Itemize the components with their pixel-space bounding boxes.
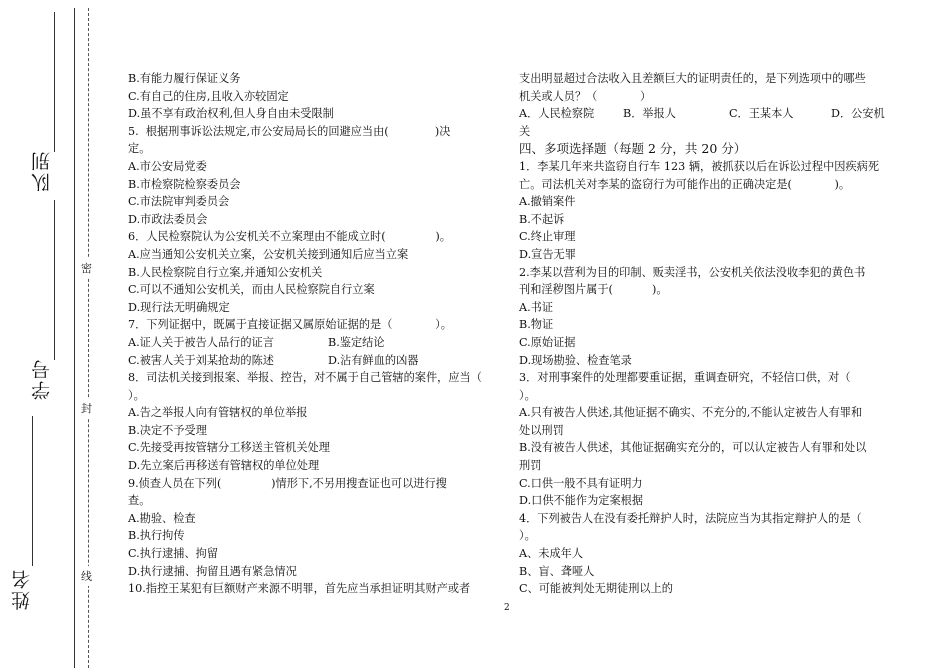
option: B．举报人 [623,107,676,121]
option: A.证人关于被告人品行的证言 [128,335,274,349]
option: C.可以不通知公安机关，而由人民检察院自行立案 [128,283,375,297]
text-line: 机关或人员？（ ） [519,89,652,103]
option: A.勘验、检查 [128,511,196,525]
option: D.现行法无明确规定 [128,300,230,314]
text-line: ）。 [128,388,145,402]
question-5: 5. 根据刑事诉讼法规定,市公安局局长的回避应当由( )决 [128,124,451,138]
option: D.现场勘验、检查笔录 [519,353,632,367]
question-2: 2.李某以营利为目的印制、贩卖淫书，公安机关依法没收李犯的黄色书 [519,265,866,279]
name-underline [32,416,33,566]
option: D．公安机 [831,107,885,121]
question-1: 1．李某几年来共盗窃自行车 123 辆，被抓获以后在诉讼过程中因疾病死 [519,159,880,173]
option: C.市法院审判委员会 [128,195,230,209]
left-column [128,70,502,598]
option: D.口供不能作为定案根据 [519,494,644,508]
option: C.被害人关于刘某抢劫的陈述 [128,353,274,367]
option: D.执行逮捕、拘留且遇有紧急情况 [128,564,297,578]
option: C.终止审理 [519,230,576,244]
option: C、可能被判处无期徒刑以上的 [519,582,673,596]
option: A.市公安局党委 [128,159,207,173]
text-line: D.虽不享有政治权利,但人身自由未受限制 [128,107,334,121]
option: A.告之举报人向有管辖权的单位举报 [128,406,308,420]
option: B.人民检察院自行立案,并通知公安机关 [128,265,323,279]
question-6: 6．人民检察院认为公安机关不立案理由不能成立时( )。 [128,230,451,244]
text-line: 亡。司法机关对李某的盗窃行为可能作出的正确决定是( )。 [519,177,851,191]
text-line: 定。 [128,142,151,156]
student-id-label: 学号 [31,358,53,400]
text-line: 处以刑罚 [519,423,564,437]
seal-char-feng: 封 [81,398,92,418]
option: B.没有被告人供述，其他证据确实充分的，可以认定被告人有罪和处以 [519,441,867,455]
option: C.先接受再按管辖分工移送主管机关处理 [128,441,330,455]
option: B.执行拘传 [128,529,185,543]
option: B.不起诉 [519,212,565,226]
option: B.市检察院检察委员会 [128,177,241,191]
text-line: 关 [519,124,531,138]
text-line: 刑罚 [519,459,542,473]
text-line: 支出明显超过合法收入且差额巨大的证明责任的，是下列选项中的哪些 [519,72,866,85]
question-10: 10.指控王某犯有巨额财产来源不明罪，首先应当承担证明其财产或者 [128,582,471,596]
option-row [519,105,889,123]
option: D.先立案后再移送有管辖权的单位处理 [128,459,320,473]
question-3: 3．对刑事案件的处理都要重证据，重调查研究，不轻信口供，对（ [519,371,851,385]
option: A、未成年人 [519,547,584,561]
option: D.市政法委员会 [128,212,208,226]
binding-margin [0,0,120,672]
option: B.物证 [519,318,554,332]
name-label: 姓名 [11,568,33,610]
text-line: 刊和淫秽图片属于( )。 [519,283,668,297]
text-line: ）。 [519,529,536,543]
team-label: 队别 [31,150,53,192]
option: A.应当通知公安机关立案，公安机关接到通知后应当立案 [128,247,409,261]
option: B、盲、聋哑人 [519,564,595,578]
option-row [128,352,502,370]
team-underline [54,12,55,152]
text-line: 查。 [128,494,151,508]
question-7: 7．下列证据中，既属于直接证据又属原始证据的是（ ）。 [128,318,452,332]
option: A.只有被告人供述,其他证据不确实、不充分的,不能认定被告人有罪和 [519,406,863,420]
option: A．人民检察院 [519,107,595,121]
option: B.鉴定结论 [328,335,385,349]
section-title: 四、多项选择题（每题 2 分，共 20 分） [519,141,747,157]
option: C.执行逮捕、拘留 [128,547,219,561]
option: C.原始证据 [519,335,576,349]
option: C．王某本人 [729,107,794,121]
option: C.口供一般不具有证明力 [519,476,643,490]
text-line: ）。 [519,388,536,402]
option: B.决定不予受理 [128,423,207,437]
option: D.沾有鲜血的凶器 [328,353,419,367]
seal-char-xian: 线 [81,566,92,586]
page-number: 2 [504,603,510,613]
option: D.宣告无罪 [519,247,576,261]
binding-line [74,8,75,668]
option: A.书证 [519,300,554,314]
option: A.撤销案件 [519,195,576,209]
right-column [519,70,889,598]
option-row [128,334,502,352]
text-line: C.有自己的住房,且收入亦较固定 [128,89,289,103]
seal-char-mi: 密 [81,258,92,278]
student-id-underline [54,200,55,360]
question-8: 8．司法机关接到报案、举报、控告，对不属于自己管辖的案件，应当（ [128,371,482,385]
question-9: 9.侦查人员在下列( )情形下,不另用搜查证也可以进行搜 [128,476,447,490]
question-4: 4．下列被告人在没有委托辩护人时，法院应当为其指定辩护人的是（ [519,511,862,525]
text-line: B.有能力履行保证义务 [128,72,241,85]
